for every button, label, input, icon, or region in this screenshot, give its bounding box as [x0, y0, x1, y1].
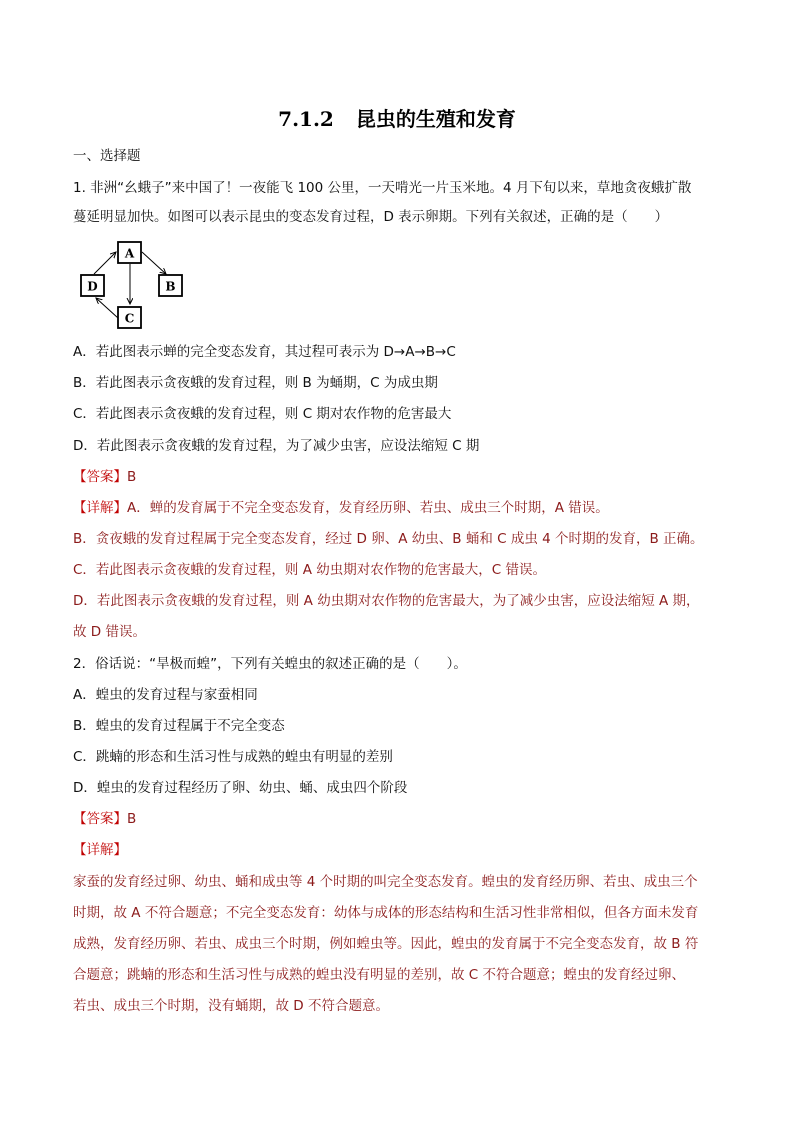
life-cycle-diagram [74, 238, 194, 332]
arrow-d-to-a [94, 252, 116, 274]
node-c-label: C [124, 311, 135, 326]
q1-detail-line5: 故 D 错误。 [73, 624, 146, 640]
q2-stem: 2．俗话说：“旱极而蝗”，下列有关蝗虫的叙述正确的是（ ）。 [73, 656, 467, 672]
q2-option-c: C．跳蝻的形态和生活习性与成熟的蝗虫有明显的差别 [73, 749, 393, 765]
q2-answer [73, 809, 136, 829]
node-d-label: D [87, 279, 98, 294]
q2-detail-line1: 家蚕的发育经过卵、幼虫、蛹和成虫等 4 个时期的叫完全变态发育。蝗虫的发育经历卵、若虫、成虫三个 [73, 874, 698, 890]
q1-detail-text: A．蝉的发育属于不完全变态发育，发育经历卵、若虫、成虫三个时期，A 错误。 [127, 500, 609, 516]
q1-stem-line1: 1. 非洲“幺蛾子”来中国了！一夜能飞 100 公里，一天啃光一片玉米地。4 月下旬以来，草地贪夜蛾扩散 [73, 180, 692, 196]
title-number: 7.1.2 [278, 107, 334, 131]
q1-detail-line1 [73, 498, 609, 518]
q1-option-c: C．若此图表示贪夜蛾的发育过程，则 C 期对农作物的危害最大 [73, 406, 452, 422]
q1-detail-tag: 【详解】 [73, 500, 127, 516]
q2-option-a: A．蝗虫的发育过程与家蚕相同 [73, 687, 258, 703]
q1-answer [73, 467, 136, 487]
arrow-a-to-b [142, 252, 166, 274]
q2-option-b: B．蝗虫的发育过程属于不完全变态 [73, 718, 285, 734]
q1-detail-line2: B．贪夜蛾的发育过程属于完全变态发育，经过 D 卵、A 幼虫、B 蛹和 C 成虫 4 个时期的发育，B 正确。 [73, 531, 704, 547]
q2-detail-line5: 若虫、成虫三个时期，没有蛹期，故 D 不符合题意。 [73, 998, 389, 1014]
q1-option-a: A．若此图表示蝉的完全变态发育，其过程可表示为 D→A→B→C [73, 344, 456, 360]
q2-detail-line2: 时期，故 A 不符合题意；不完全变态发育：幼体与成体的形态结构和生活习性非常相似，但各方面未发育 [73, 905, 699, 921]
q1-option-d: D．若此图表示贪夜蛾的发育过程，为了减少虫害，应设法缩短 C 期 [73, 438, 480, 454]
q1-answer-tag: 【答案】 [73, 469, 127, 485]
title-text: 昆虫的生殖和发育 [355, 107, 516, 131]
q2-answer-tag: 【答案】 [73, 811, 127, 827]
q1-detail-line4: D．若此图表示贪夜蛾的发育过程，则 A 幼虫期对农作物的危害最大，为了减少虫害，应设法缩短 A 期， [73, 593, 700, 609]
q2-detail-tag: 【详解】 [73, 842, 127, 858]
q2-option-d: D．蝗虫的发育过程经历了卵、幼虫、蛹、成虫四个阶段 [73, 780, 408, 796]
q2-answer-value: B [127, 811, 137, 827]
section-heading: 一、选择题 [73, 148, 141, 164]
q1-detail-line3: C．若此图表示贪夜蛾的发育过程，则 A 幼虫期对农作物的危害最大，C 错误。 [73, 562, 546, 578]
q1-answer-value: B [127, 469, 137, 485]
q2-detail-line3: 成熟，发育经历卵、若虫、成虫三个时期，例如蝗虫等。因此，蝗虫的发育属于不完全变态发育，故 B 符 [73, 936, 699, 952]
node-b-label: B [165, 279, 176, 294]
page-title [0, 103, 794, 132]
arrow-c-to-d [96, 298, 118, 318]
q1-option-b: B．若此图表示贪夜蛾的发育过程，则 B 为蛹期，C 为成虫期 [73, 375, 438, 391]
q1-stem-line2: 蔓延明显加快。如图可以表示昆虫的变态发育过程，D 表示卵期。下列有关叙述，正确的是（ ） [73, 209, 669, 225]
q2-detail-line4: 合题意；跳蝻的形态和生活习性与成熟的蝗虫没有明显的差别，故 C 不符合题意；蝗虫的发育经过卵、 [73, 967, 686, 983]
node-a-label: A [124, 246, 135, 261]
